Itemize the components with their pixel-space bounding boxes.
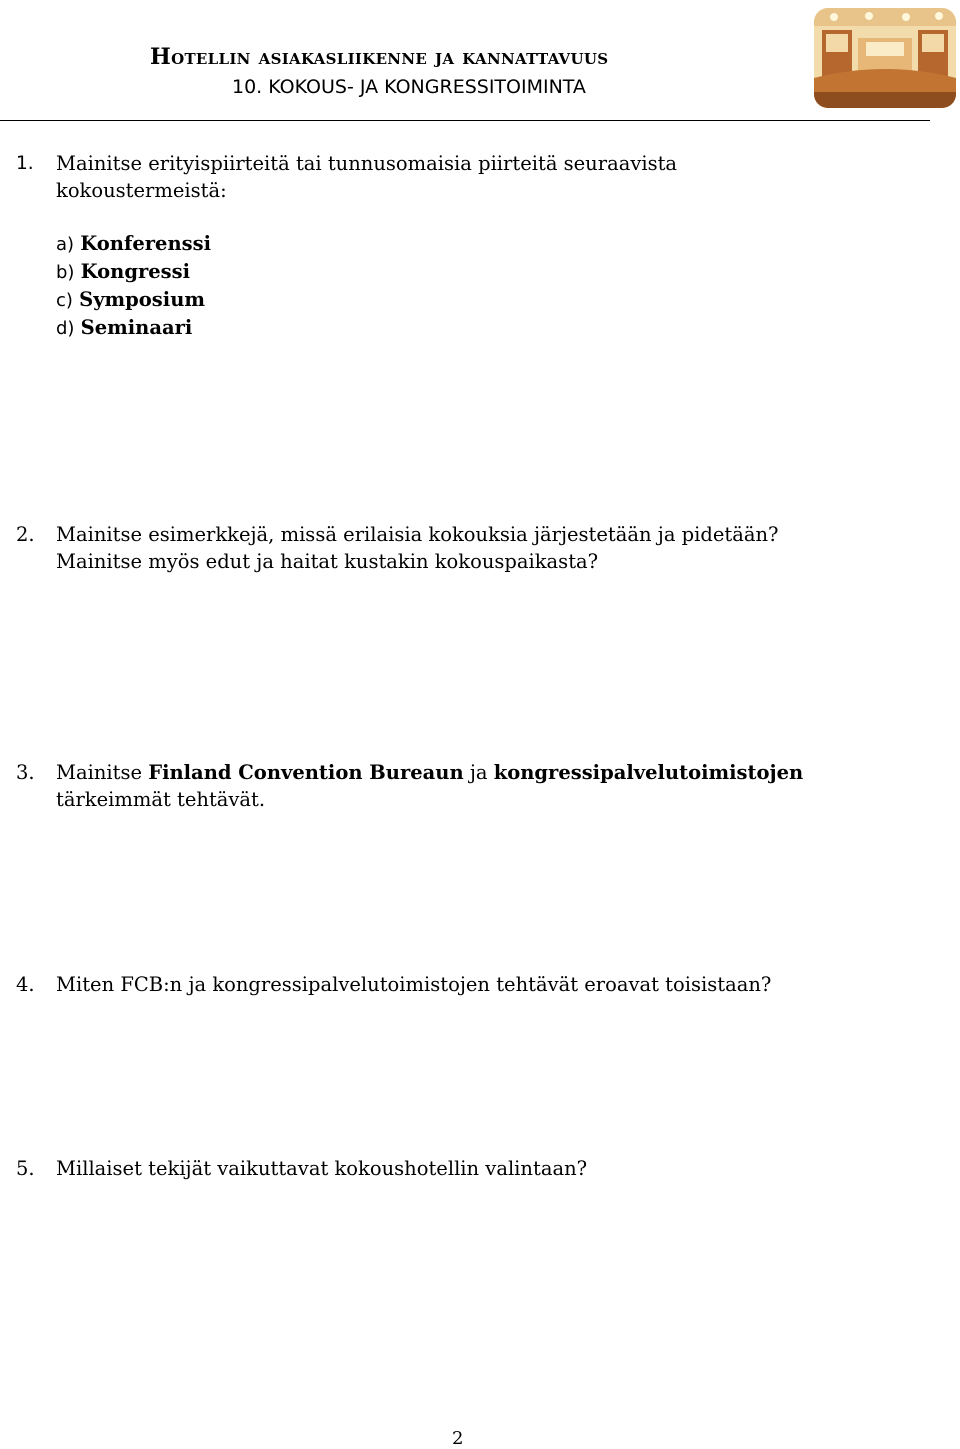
- question-4: [16, 971, 916, 1001]
- term-seminaari: Seminaari: [80, 316, 193, 339]
- question-5: [16, 1155, 916, 1185]
- term-symposium: Symposium: [79, 288, 206, 311]
- question-3: [16, 759, 916, 819]
- bold-term-kongressipalvelutoimistot: kongressipalvelutoimistojen: [493, 761, 804, 784]
- question-text: [56, 971, 771, 998]
- question-line-1: Miten FCB:n ja kongressipalvelutoimistojen tehtävät eroavat toisistaan?: [56, 973, 772, 996]
- term-list: [56, 230, 211, 342]
- question-text: [56, 150, 677, 204]
- question-line-1: [56, 759, 803, 786]
- question-number: 1.: [16, 153, 34, 174]
- list-item: [56, 286, 211, 314]
- item-letter: c): [56, 290, 73, 311]
- hotel-reception-image: [814, 8, 956, 108]
- list-item: [56, 230, 211, 258]
- question-line-1: Mainitse esimerkkejä, missä erilaisia kokouksia järjestetään ja pidetään?: [56, 523, 779, 546]
- header-divider: [0, 120, 930, 121]
- header-title: Hotellin asiakasliikenne ja kannattavuus: [150, 44, 609, 70]
- question-line-2: Mainitse myös edut ja haitat kustakin kokouspaikasta?: [56, 550, 599, 573]
- question-line-1: Millaiset tekijät vaikuttavat kokoushotellin valintaan?: [56, 1157, 588, 1180]
- question-1: [16, 150, 916, 210]
- question-text: [56, 759, 803, 813]
- hotel-reception-photo: [814, 8, 956, 108]
- term-konferenssi: Konferenssi: [80, 232, 211, 255]
- item-letter: d): [56, 318, 75, 339]
- question-number: 2.: [16, 523, 35, 546]
- question-text: [56, 521, 779, 575]
- question-line-1: Mainitse erityispiirteitä tai tunnusomaisia piirteitä seuraavista: [56, 152, 678, 175]
- item-letter: a): [56, 234, 75, 255]
- question-number: 4.: [16, 973, 35, 996]
- text-segment: ja: [463, 761, 494, 784]
- term-kongressi: Kongressi: [80, 260, 191, 283]
- question-line-2: tärkeimmät tehtävät.: [56, 788, 266, 811]
- item-letter: b): [56, 262, 75, 283]
- header-subtitle: 10. KOKOUS- JA KONGRESSITOIMINTA: [232, 76, 586, 98]
- question-line-2: kokoustermeistä:: [56, 179, 227, 202]
- page-number: 2: [452, 1428, 464, 1449]
- text-segment: Mainitse: [56, 761, 149, 784]
- question-text: [56, 1155, 587, 1182]
- bold-term-fcb: Finland Convention Bureaun: [148, 761, 464, 784]
- question-number: 5.: [16, 1157, 35, 1180]
- question-number: 3.: [16, 761, 35, 784]
- list-item: [56, 314, 211, 342]
- question-2: [16, 521, 916, 581]
- list-item: [56, 258, 211, 286]
